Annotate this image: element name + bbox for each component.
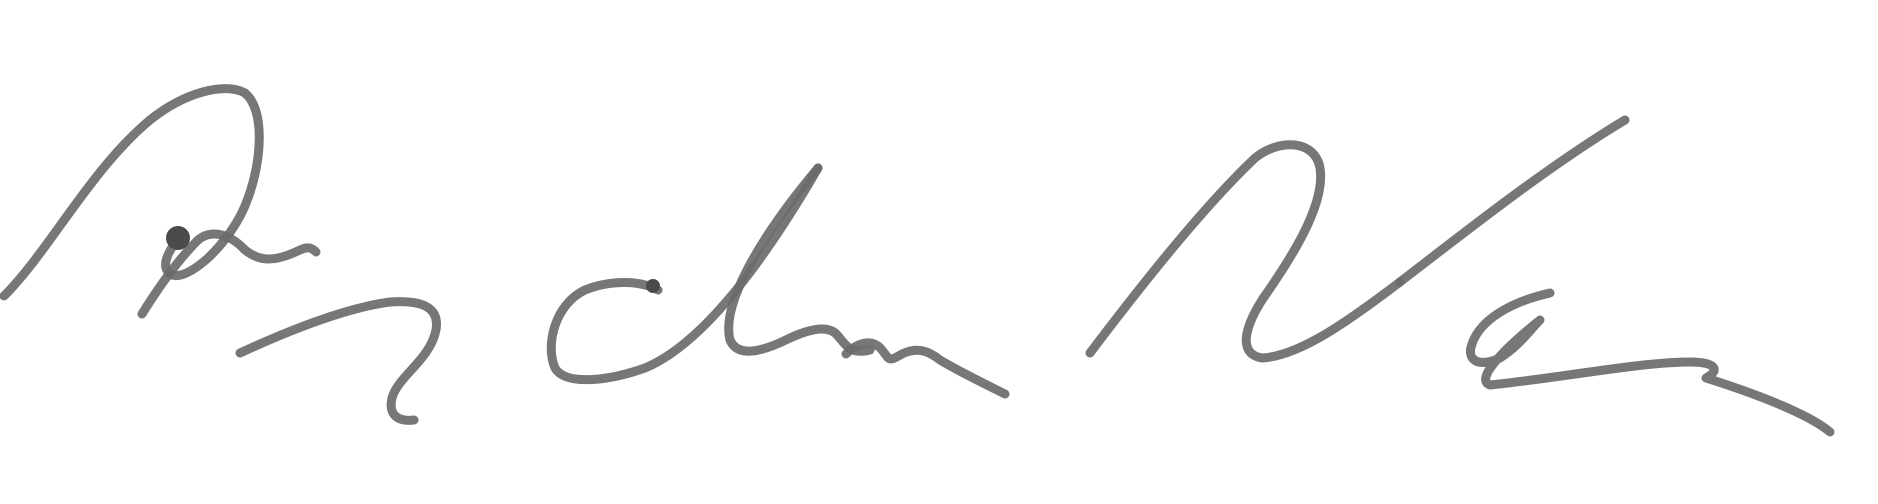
signature-stroke-7 [1090,145,1400,358]
signature-ink-dot-2 [646,279,660,293]
signature-stroke-1 [4,89,259,296]
signature-stroke-5 [729,168,870,351]
signature-stroke-3 [240,302,437,421]
signature-stroke-9 [1470,293,1830,432]
signature-ink-dot-1 [166,226,190,250]
signature-strokes [4,89,1830,432]
signature-stroke-8 [1400,120,1625,282]
